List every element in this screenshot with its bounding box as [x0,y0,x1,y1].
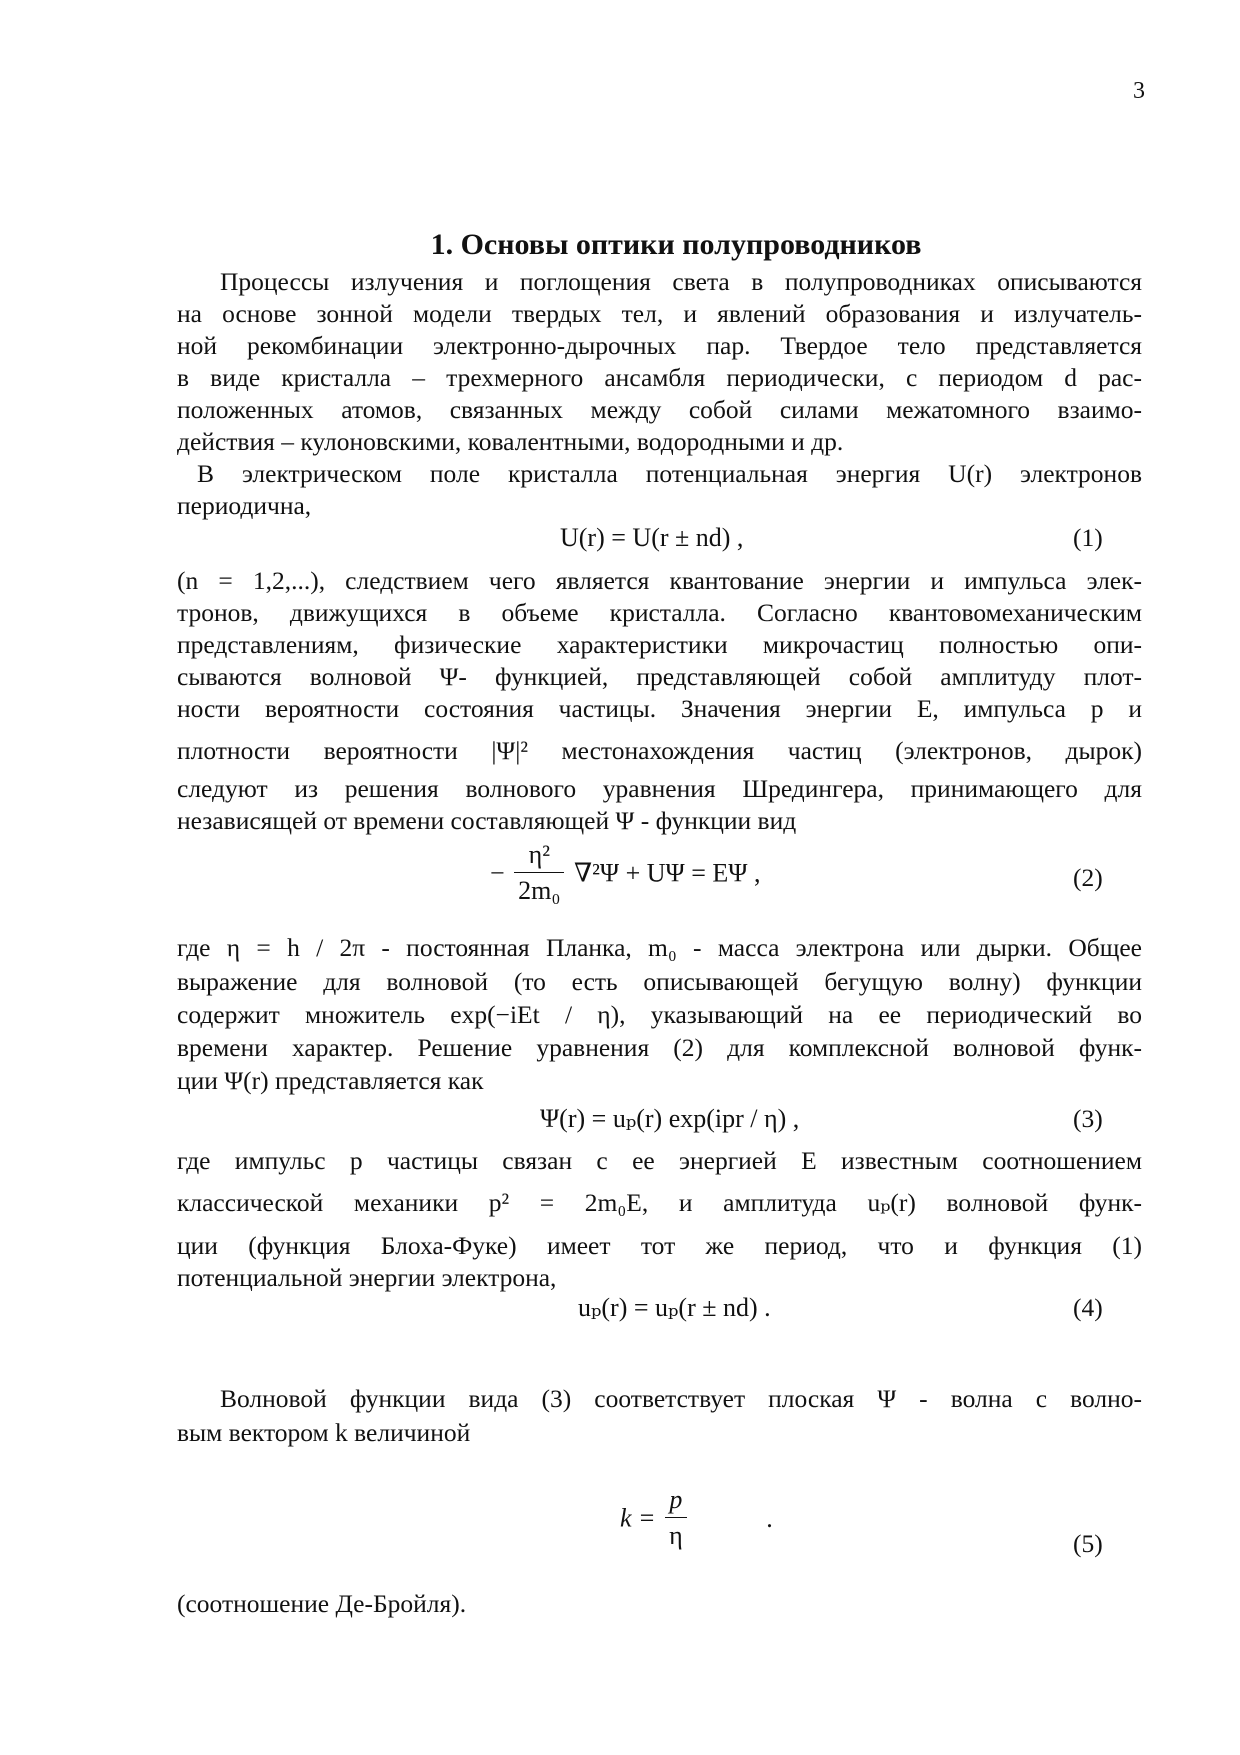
equation-5-dot: . [766,1503,773,1533]
text-line: времени характер. Решение уравнения (2) для комплексной волновой функ- [177,1033,1142,1062]
text-line: (соотношение Де-Бройля). [177,1589,467,1618]
text-line: В электрическом поле кристалла потенциальная энергия U(r) электронов [197,459,1142,488]
equation-5-fraction [665,1483,687,1554]
text-line: сываются волновой Ψ- функцией, представляющей собой амплитуду плот- [177,662,1142,691]
equation-number-1: (1) [1073,523,1103,552]
equation-5-numerator: p [665,1483,687,1518]
equation-5 [620,1483,773,1554]
text-line: независящей от времени составляющей Ψ - функции вид [177,806,797,835]
text-line: ции (функция Блоха-Фуке) имеет тот же период, что и функция (1) [177,1231,1142,1260]
text-line: Волновой функции вида (3) соответствует плоская Ψ - волна с волно- [220,1384,1142,1413]
equation-number-4: (4) [1073,1293,1103,1322]
equation-2-denominator: 2m₀ [518,876,561,905]
text-line: классической механики p² = 2m₀E, и амплитуда uₚ(r) волновой функ- [177,1188,1142,1217]
equation-number-5: (5) [1073,1529,1103,1558]
text-line: вым вектором k величиной [177,1418,471,1447]
text-line: периодична, [177,491,312,520]
equation-2-numerator: η² [514,838,564,873]
equation-2-minus: − [490,858,505,888]
text-line: тронов, движущихся в объеме кристалла. Согласно квантовомеханическим [177,598,1142,627]
text-line: положенных атомов, связанных между собой силами межатомного взаимо- [177,395,1142,424]
page-number: 3 [1133,78,1145,104]
text-line: содержит множитель exp(−iEt / η), указывающий на ее периодический во [177,1000,1142,1029]
text-line: ности вероятности состояния частицы. Значения энергии E, импульса p и [177,694,1142,723]
text-line: следуют из решения волнового уравнения Шредингера, принимающего для [177,774,1142,803]
equation-number-2: (2) [1073,863,1103,892]
text-line: ции Ψ(r) представляется как [177,1066,484,1095]
equation-5-lhs: k = [620,1503,656,1533]
text-line: на основе зонной модели твердых тел, и явлений образования и излучатель- [177,299,1142,328]
equation-2-fraction [514,838,564,909]
text-line: плотности вероятности |Ψ|² местонахождения частиц (электронов, дырок) [177,736,1142,765]
equation-1: U(r) = U(r ± nd) , [560,523,744,552]
equation-3: Ψ(r) = uₚ(r) exp(ipr / η) , [540,1104,800,1133]
text-line: (n = 1,2,...), следствием чего является квантование энергии и импульса элек- [177,566,1142,595]
text-line: действия – кулоновскими, ковалентными, водородными и др. [177,427,844,456]
text-line: выражение для волновой (то есть описывающей бегущую волну) функции [177,967,1142,996]
equation-2 [490,838,760,909]
equation-4: uₚ(r) = uₚ(r ± nd) . [578,1293,771,1322]
equation-5-denominator: η [669,1521,683,1550]
equation-number-3: (3) [1073,1104,1103,1133]
chapter-title: 1. Основы оптики полупроводников [430,228,922,261]
text-line: где импульс p частицы связан с ее энергией E известным соотношением [177,1146,1142,1175]
text-line: в виде кристалла – трехмерного ансамбля периодически, с периодом d рас- [177,363,1142,392]
text-line: Процессы излучения и поглощения света в полупроводниках описываются [220,267,1142,296]
text-line: где η = h / 2π - постоянная Планка, m₀ - масса электрона или дырки. Общее [177,933,1142,962]
equation-2-rest: ∇²Ψ + UΨ = EΨ , [573,858,761,888]
text-line: потенциальной энергии электрона, [177,1263,557,1292]
text-line: ной рекомбинации электронно-дырочных пар. Твердое тело представляется [177,331,1142,360]
text-line: представлениям, физические характеристики микрочастиц полностью опи- [177,630,1142,659]
